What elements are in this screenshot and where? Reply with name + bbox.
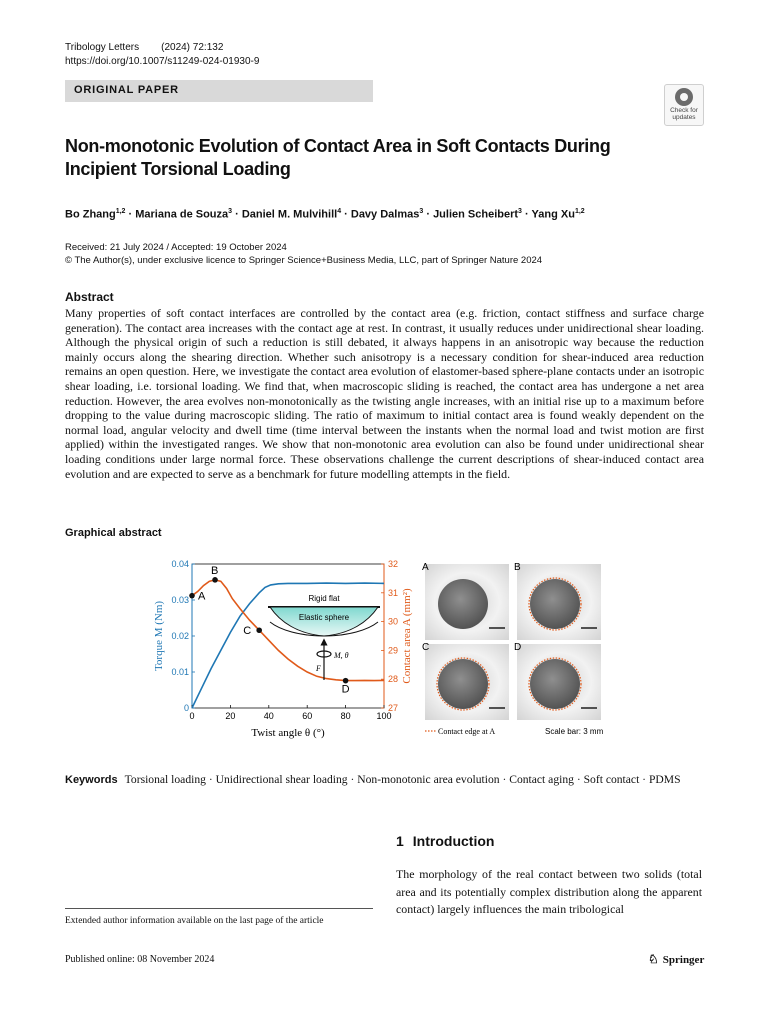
contact-image-d [514, 642, 601, 720]
section-number: 1 [396, 833, 404, 849]
author-name[interactable]: Daniel M. Mulvihill [241, 208, 338, 221]
published-date: Published online: 08 November 2024 [65, 954, 215, 965]
x-tick-label: 80 [340, 711, 351, 721]
author-name[interactable]: Mariana de Souza [135, 208, 229, 221]
journal-volume: (2024) 72:132 [161, 42, 224, 53]
point-label-c: C [243, 625, 252, 638]
check-updates-line2: updates [672, 114, 696, 121]
elastic-sphere-label: Elastic sphere [298, 613, 350, 622]
y-right-tick-label: 27 [388, 703, 399, 713]
torque-series-line [192, 583, 384, 708]
author-separator: · [341, 208, 351, 221]
contact-image-label: D [514, 642, 522, 653]
article-type-label: ORIGINAL PAPER [74, 84, 179, 96]
article-type-banner [65, 80, 373, 102]
x-axis-label: Twist angle θ (°) [251, 727, 325, 739]
x-tick-label: 100 [376, 711, 392, 721]
author-affiliation: 4 [337, 208, 342, 215]
graphical-abstract-heading: Graphical abstract [65, 527, 162, 539]
section-title: Introduction [412, 833, 495, 849]
contact-image-label: B [514, 562, 521, 573]
contact-edge-legend-label: Contact edge at A [438, 727, 496, 736]
contact-area-series-line [192, 580, 384, 681]
y-right-tick-label: 29 [388, 645, 399, 656]
introduction-text: The morphology of the real contact between two solids (total area and its potentially complex distribution along the apparent contact) largely influences the main tribological [396, 867, 702, 916]
y-left-tick-label: 0.02 [171, 631, 189, 641]
check-for-updates-badge[interactable] [664, 84, 704, 126]
contact-image-c [422, 642, 509, 720]
keywords-list: Torsional loading · Unidirectional shear loading · Non-monotonic area evolution · Contact aging · Soft contact · PDMS [124, 773, 681, 786]
author-name[interactable]: Julien Scheibert [433, 208, 519, 221]
contact-disc [530, 659, 580, 709]
point-label-b: B [211, 564, 219, 577]
contact-disc [438, 579, 488, 629]
springer-horse-icon: ♘ [648, 952, 659, 966]
author-affiliation: 3 [228, 208, 233, 215]
y-right-tick-label: 28 [388, 674, 399, 685]
graphical-abstract-figure [140, 550, 630, 750]
author-affiliation: 3 [419, 208, 424, 215]
author-name[interactable]: Bo Zhang [65, 208, 116, 221]
force-label: F [316, 664, 321, 673]
x-tick-label: 40 [263, 711, 274, 721]
check-updates-line1: Check for [670, 107, 698, 114]
point-marker-a [189, 593, 195, 599]
x-tick-label: 60 [302, 711, 313, 721]
contact-disc [530, 579, 580, 629]
x-tick-label: 20 [225, 711, 236, 721]
point-marker-c [256, 627, 262, 633]
plot-frame [192, 564, 384, 708]
y-right-axis-label: Contact area A (mm²) [401, 588, 413, 684]
y-left-tick-label: 0.01 [171, 667, 189, 677]
author-list [65, 204, 705, 223]
contact-image-a [422, 562, 509, 640]
contact-disc [438, 659, 488, 709]
y-left-axis-label: Torque M (Nm) [153, 600, 165, 672]
doi-link[interactable]: https://doi.org/10.1007/s11249-024-01930-9 [65, 56, 260, 67]
moment-label: M, θ [334, 651, 349, 660]
author-name[interactable]: Yang Xu [531, 208, 575, 221]
copyright-notice: © The Author(s), under exclusive licence to Springer Science+Business Media, LLC, part of Springer Nature 2024 [65, 255, 543, 266]
paper-title: Non-monotonic Evolution of Contact Area in Soft Contacts During Incipient Torsional Loading [65, 136, 611, 179]
point-label-d: D [341, 683, 350, 696]
publisher-logo [648, 952, 704, 967]
y-right-tick-label: 31 [388, 587, 399, 598]
check-updates-icon [675, 88, 693, 106]
author-separator: · [232, 208, 242, 221]
author-separator: · [521, 208, 532, 221]
author-affiliation: 3 [518, 208, 522, 215]
y-left-tick-label: 0 [183, 703, 189, 713]
y-left-tick-label: 0.03 [171, 595, 189, 605]
y-right-tick-label: 32 [388, 559, 399, 569]
section-heading [396, 833, 494, 849]
author-name[interactable]: Davy Dalmas [350, 208, 420, 221]
x-tick-label: 0 [189, 711, 195, 721]
contact-image-label: A [422, 562, 429, 573]
journal-citation [65, 41, 223, 55]
author-affiliation: 1,2 [115, 208, 126, 215]
publisher-name: Springer [662, 954, 705, 966]
point-marker-b [212, 577, 218, 583]
image-legend [425, 727, 604, 736]
contact-image-b [514, 562, 601, 640]
y-left-tick-label: 0.04 [171, 559, 189, 569]
author-separator: · [423, 208, 434, 221]
y-right-tick-label: 30 [388, 616, 399, 627]
keywords-heading: Keywords [65, 774, 118, 786]
footnote-text: Extended author information available on the last page of the article [65, 916, 324, 926]
contact-schematic-inset [268, 594, 380, 680]
footnote-rule [65, 908, 373, 909]
scale-bar-label: Scale bar: 3 mm [545, 727, 604, 736]
abstract-text: Many properties of soft contact interfaces are controlled by the contact area (e.g. friction, contact stiffness and surface charge generation). The contact area increases with the contact age at rest. In contrast, it usually reduces under unidirectional shear loading. Although the physical origin of such a reduction is still debated, it always happens in an anisotropic way because the reduction mainly occurs along the shearing direction. Whether such anisotropy is a necessary condition for shear-induced area reduction remains an open question. Here, we investigate the contact area evolution of elastomer-based sphere-plane contacts under an isotropic shear loading, i.e. torsional loading. We find that, when macroscopic sliding is reached, the contact area has undergone a net area reduction. However, the area evolves non-monotonically as the twisting angle increases, with an initial rise up to a maximum before dropping to the value during macroscopic sliding. The ratio of maximum to initial contact area is found weakly dependent on the normal load, angular velocity and dwell time (time interval between the instants when the normal load and twist motion are first applied) within the investigated ranges. We show that non-monotonic area evolution can also be found under unidirectional shear loading conditions under large normal force. These observations challenge the current descriptions of shear-induced contact area evolution and are expected to serve as a benchmark for future modelling attempts in the field. [65, 306, 704, 481]
abstract-heading: Abstract [65, 290, 114, 304]
author-affiliation: 1,2 [574, 208, 585, 215]
author-separator: · [125, 208, 136, 221]
point-label-a: A [198, 590, 206, 603]
contact-image-label: C [422, 642, 430, 653]
rigid-flat-label: Rigid flat [308, 594, 340, 603]
journal-name: Tribology Letters [65, 42, 140, 53]
point-marker-d [343, 678, 349, 684]
received-accepted-dates: Received: 21 July 2024 / Accepted: 19 October 2024 [65, 242, 287, 253]
keywords [65, 772, 707, 788]
